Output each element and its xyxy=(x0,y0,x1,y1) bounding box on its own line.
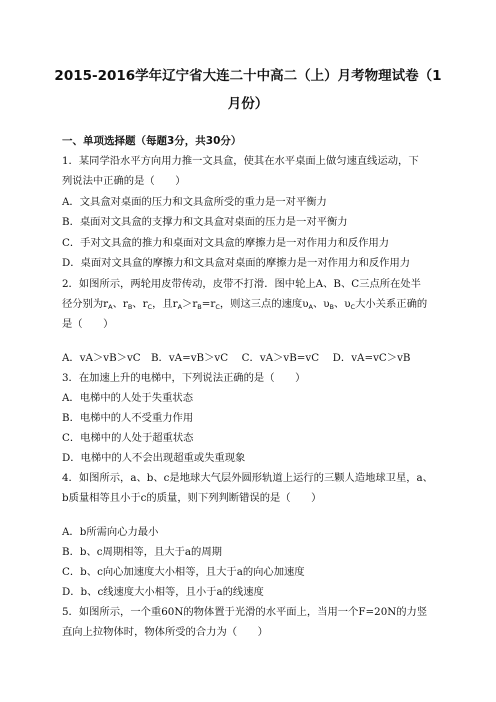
q4-option-a: A．b所需向心力最小 xyxy=(62,526,159,538)
q3-option-a: A．电梯中的人处于失重状态 xyxy=(62,392,193,404)
q1-option-d: D．桌面对文具盒的摩擦力和文具盒对桌面的摩擦力是一对作用力和反作用力 xyxy=(62,257,411,269)
q4-stem-line-1: 4．如图所示，a、b、c是地球大气层外圆形轨道上运行的三颗人造地球卫星，a、 xyxy=(62,472,433,484)
q4-option-d: D．b、c线速度大小相等，且小于a的线速度 xyxy=(62,586,264,598)
document-title-line-1: 2015-2016学年辽宁省大连二十中高二（上）月考物理试卷（1 xyxy=(54,68,442,84)
q1-stem-line-2: 列说法中正确的是（ ） xyxy=(62,175,186,187)
q1-option-a: A．文具盒对桌面的压力和文具盒所受的重力是一对平衡力 xyxy=(62,196,327,208)
q3-option-b: B．电梯中的人不受重力作用 xyxy=(62,412,194,424)
q1-stem-line-1: 1．某同学沿水平方向用力推一文具盒，使其在水平桌面上做匀速直线运动，下 xyxy=(62,155,419,167)
q5-stem-line-2: 直向上拉物体时，物体所受的合力为（ ） xyxy=(62,626,268,638)
q3-stem: 3．在加速上升的电梯中，下列说法正确的是（ ） xyxy=(62,372,306,384)
q3-option-d: D．电梯中的人不会出现超重或失重现象 xyxy=(62,452,246,464)
q2-stem-line-2: 径分别为$r_A$、$r_B$、$r_C$，且$r_A>r_B=r_C$，则这三点的速度$\upsilon_A$、$\upsilon_B$、$\upsilon_C$大小关系正确的 xyxy=(62,298,428,311)
q1-option-c: C．手对文具盒的推力和桌面对文具盒的摩擦力是一对作用力和反作用力 xyxy=(62,237,390,249)
q5-stem-line-1: 5．如图所示，一个重60N的物体置于光滑的水平面上，当用一个F=20N的力竖 xyxy=(62,606,428,618)
q3-option-c: C．电梯中的人处于超重状态 xyxy=(62,432,194,444)
q2-stem-line-1: 2．如图所示，两轮用皮带传动，皮带不打滑．图中轮上A、B、C三点所在处半 xyxy=(62,278,421,290)
q4-option-b: B．b、c周期相等，且大于a的周期 xyxy=(62,546,222,558)
document-title-line-2: 月份） xyxy=(227,96,269,112)
q4-option-c: C．b、c向心加速度大小相等，且大于a的向心加速度 xyxy=(62,566,305,578)
q4-stem-line-2: b质量相等且小于c的质量，则下列判断错误的是（ ） xyxy=(62,492,322,504)
q2-stem-line-3: 是（ ） xyxy=(62,318,114,330)
section-heading: 一、单项选择题（每题3分，共30分） xyxy=(62,135,242,147)
q1-option-b: B．桌面对文具盒的支撑力和文具盒对桌面的压力是一对平衡力 xyxy=(62,216,348,228)
q2-options: A．vA＞vB＞vC B．vA=vB＞vC C．vA＞vB=vC D．vA=vC＞vB xyxy=(62,352,411,364)
